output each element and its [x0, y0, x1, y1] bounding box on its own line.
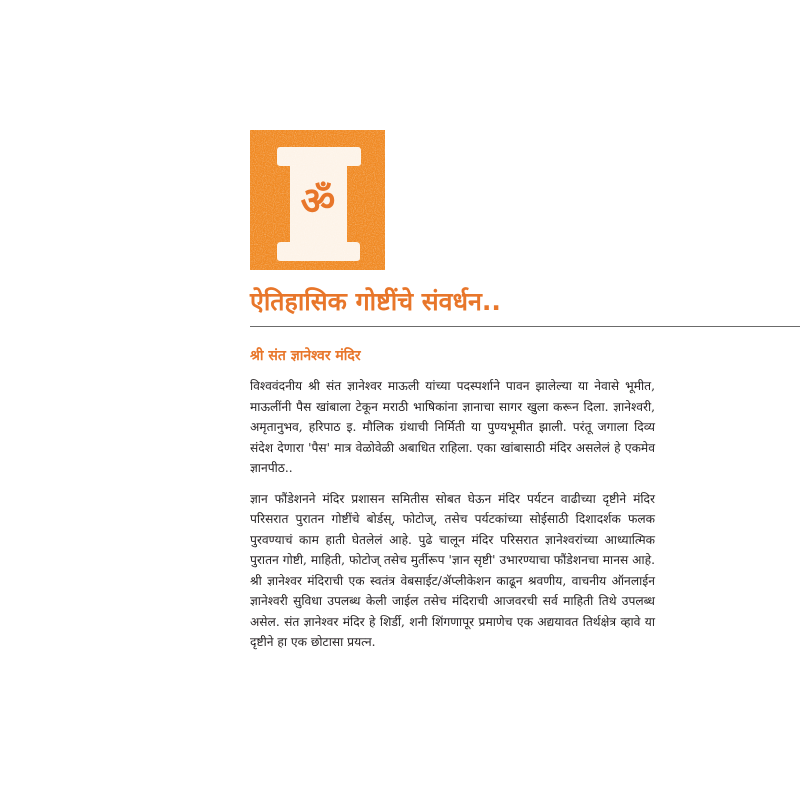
om-symbol: ॐ [300, 179, 336, 223]
temple-subtitle: श्री संत ज्ञानेश्वर मंदिर [250, 348, 361, 364]
title-divider [250, 326, 800, 327]
pillar-om-icon [250, 130, 385, 270]
paragraph-1: विश्ववंदनीय श्री संत ज्ञानेश्वर माऊली यांच्या पदस्पर्शाने पावन झालेल्या या नेवासे भूमीत, माऊलींनी पैस खांबाला टेकून मराठी भाषिकांना ज्ञानाचा सागर खुला करून दिला. ज्ञानेश्वरी, अमृतानुभव, हरिपाठ इ. मौलिक ग्रंथाची निर्मिती या पुण्यभूमीत झाली. परंतू जगाला दिव्य संदेश देणारा 'पैस' मात्र वेळोवेळी अबाधित राहिला. एका खांबासाठी मंदिर असलेलं हे एकमेव ज्ञानपीठ.. [250, 379, 655, 475]
pillar-om-logo [250, 130, 385, 270]
article-body [250, 376, 655, 663]
section-title: ऐतिहासिक गोष्टींचे संवर्धन.. [250, 287, 501, 316]
paragraph-2: ज्ञान फौंडेशनने मंदिर प्रशासन समितीस सोबत घेऊन मंदिर पर्यटन वाढीच्या दृष्टीने मंदिर परिसरात पुरातन गोष्टींचे बोर्डस्, फोटोज्, तसेच पर्यटकांच्या सोईसाठी दिशादर्शक फलक पुरवण्याचं काम हाती घेतलेलं आहे. पुढे चालून मंदिर परिसरात ज्ञानेश्वरांच्या आध्यात्मिक पुरातन गोष्टी, माहिती, फोटोज् तसेच मुर्तीरूप 'ज्ञान सृष्टी' उभारण्याचा फौंडेशनचा मानस आहे. श्री ज्ञानेश्वर मंदिराची एक स्वतंत्र वेबसाईट/ॲप्लीकेशन काढून श्रवणीय, वाचनीय ऑनलाईन ज्ञानेश्वरी सुविधा उपलब्ध केली जाईल तसेच मंदिराची आजवरची सर्व माहिती तिथे उपलब्ध असेल. संत ज्ञानेश्वर मंदिर हे शिर्डी, शनी शिंगणापूर प्रमाणेच एक अद्ययावत तिर्थक्षेत्र व्हावे या दृष्टीने हा एक छोटासा प्रयत्न. [250, 491, 655, 649]
